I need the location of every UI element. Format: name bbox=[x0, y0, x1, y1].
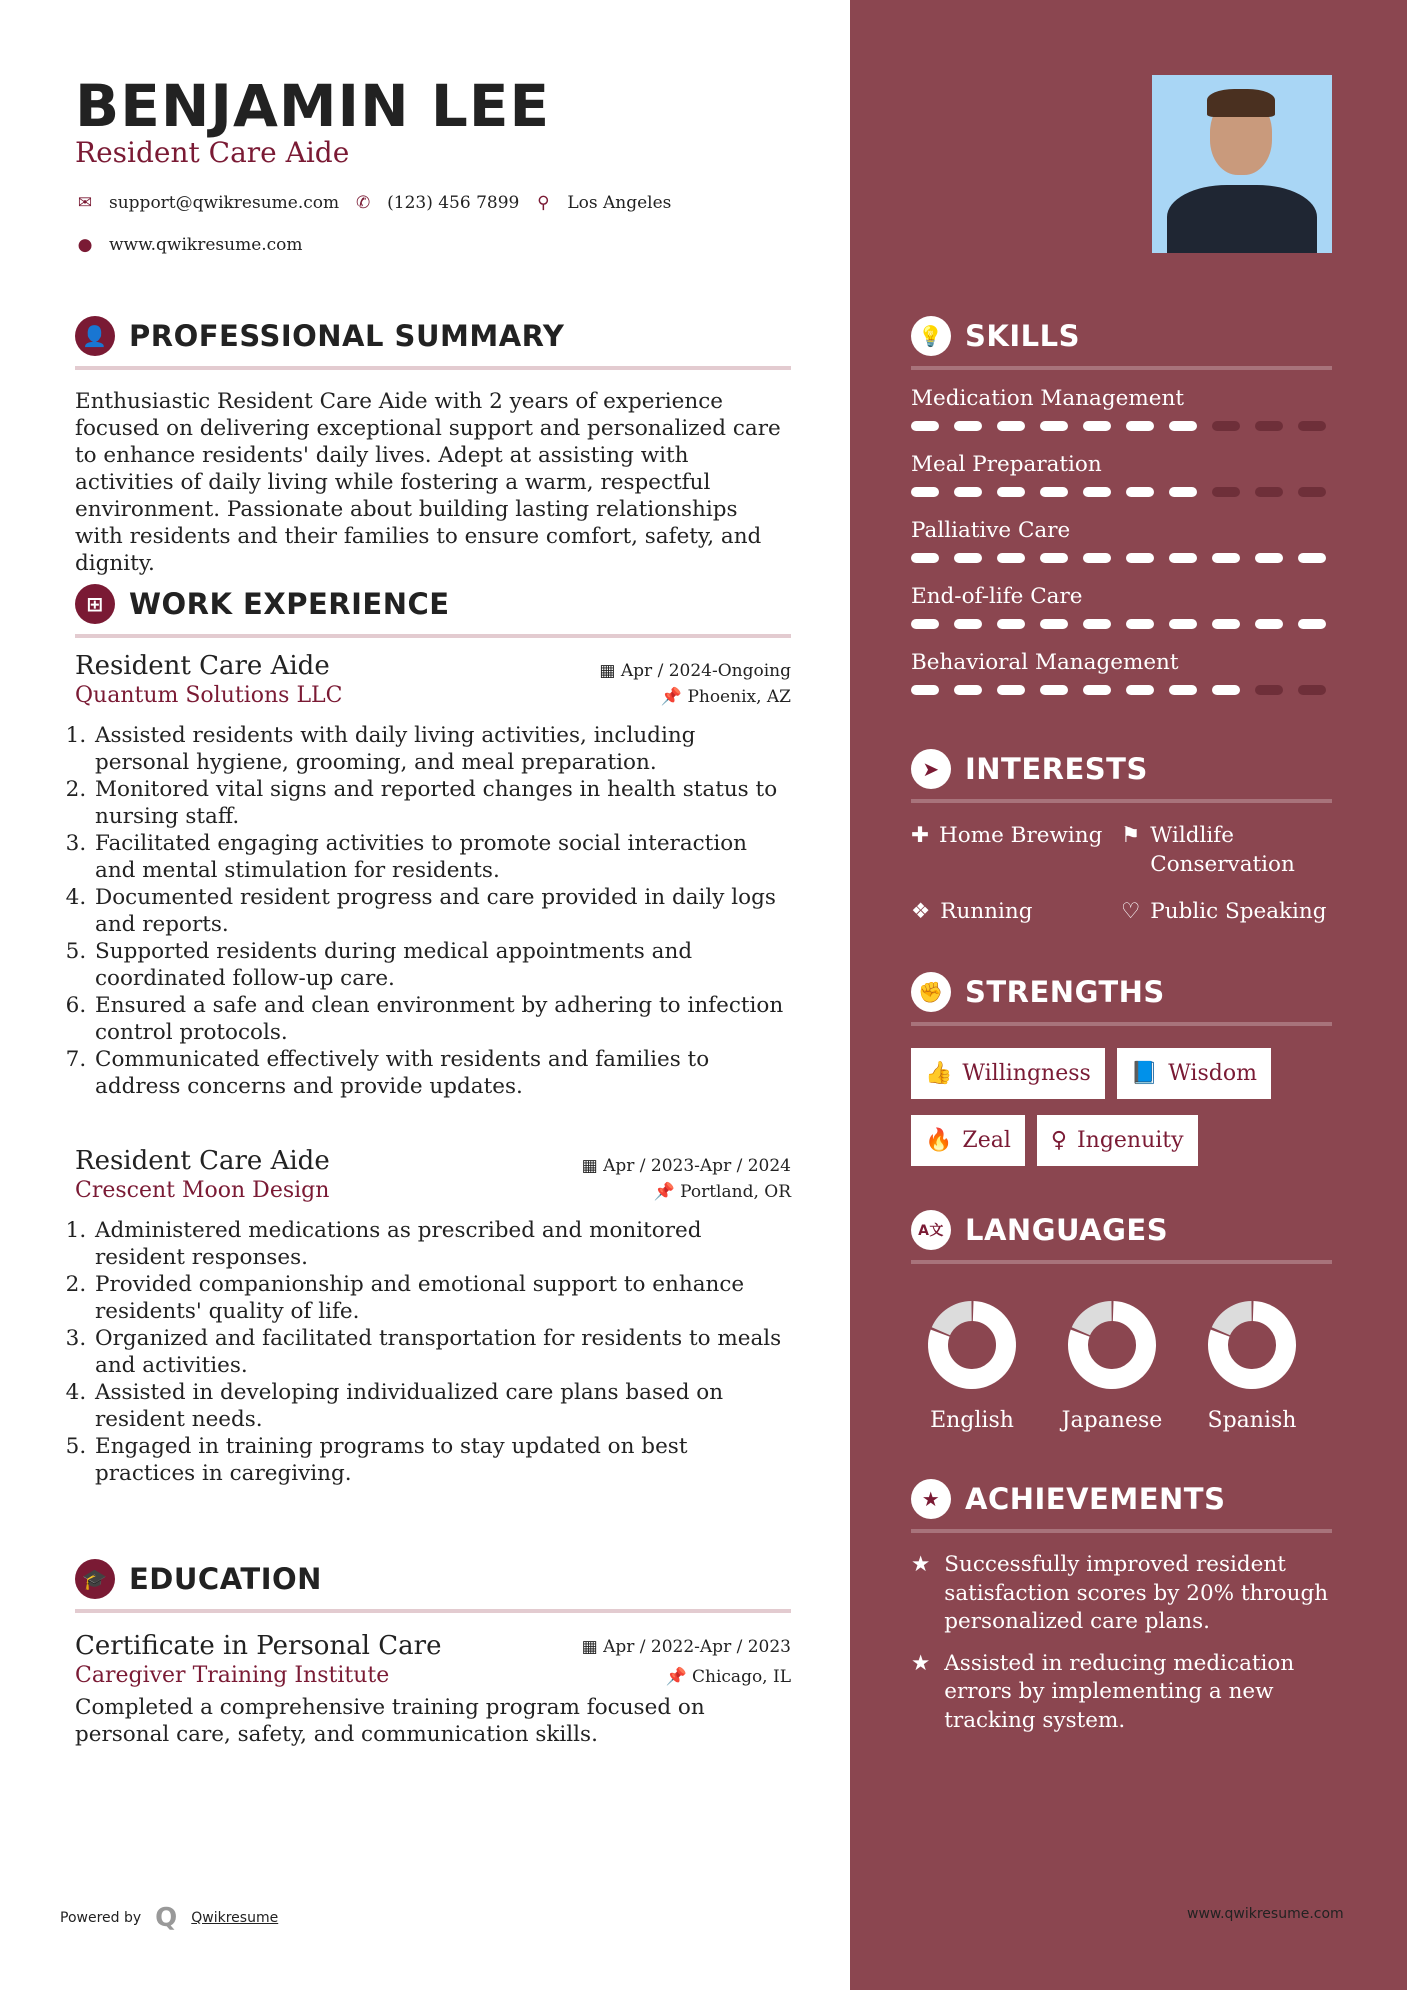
section-heading: WORK EXPERIENCE bbox=[129, 587, 450, 621]
lightbulb-icon: ♀ bbox=[1050, 1128, 1067, 1153]
website-row bbox=[75, 235, 303, 255]
achievement-item bbox=[911, 1551, 1331, 1637]
interest-label: Home Brewing bbox=[939, 823, 1103, 848]
language-label: Spanish bbox=[1207, 1408, 1297, 1433]
skill-dash bbox=[1169, 487, 1197, 497]
skill-dash bbox=[1298, 685, 1326, 695]
strength-pill bbox=[1037, 1115, 1198, 1166]
job-bullet: 2. Provided companionship and emotional support to enhance residents' quality of life. bbox=[93, 1271, 791, 1325]
location-text: Los Angeles bbox=[567, 193, 672, 213]
skill-dash bbox=[1212, 553, 1240, 563]
footer-url[interactable]: www.qwikresume.com bbox=[1187, 1906, 1344, 1922]
candidate-name: BENJAMIN LEE bbox=[75, 72, 551, 140]
interest-item bbox=[1121, 897, 1332, 926]
interest-item bbox=[911, 897, 1121, 926]
skill-dash bbox=[954, 553, 982, 563]
job-bullet: 3. Organized and facilitated transportation for residents to meals and activities. bbox=[93, 1325, 791, 1379]
language-item bbox=[902, 1300, 1042, 1433]
language-donut bbox=[927, 1300, 1017, 1390]
job-bullets bbox=[75, 1217, 791, 1487]
interest-label: Running bbox=[940, 899, 1033, 924]
puzzle-icon: ✚ bbox=[911, 823, 930, 848]
skill-dash bbox=[1083, 619, 1111, 629]
calendar-icon: ▦ bbox=[581, 1637, 604, 1657]
experience-section bbox=[75, 584, 791, 638]
skill-dash bbox=[1040, 487, 1068, 497]
skill-dash bbox=[997, 553, 1025, 563]
job-bullet: 5. Supported residents during medical appointments and coordinated follow-up care. bbox=[93, 938, 791, 992]
strengths-section bbox=[911, 972, 1332, 1166]
job-bullet: 1. Assisted residents with daily living activities, including personal hygiene, grooming, and meal preparation. bbox=[93, 722, 791, 776]
section-heading: LANGUAGES bbox=[965, 1213, 1169, 1247]
job-bullet: 2. Monitored vital signs and reported changes in health status to nursing staff. bbox=[93, 776, 791, 830]
skill-dash bbox=[954, 619, 982, 629]
skill-dash bbox=[1298, 487, 1326, 497]
shooting-star-icon: ★ bbox=[911, 1650, 931, 1676]
job-entry bbox=[75, 651, 791, 1100]
job-dates: Apr / 2024-Ongoing bbox=[620, 661, 791, 681]
skill-dash bbox=[1255, 421, 1283, 431]
job-location: Phoenix, AZ bbox=[687, 687, 791, 707]
fire-icon: 🔥 bbox=[925, 1128, 953, 1153]
interest-label: Wildlife Conservation bbox=[1150, 823, 1295, 877]
skill-dash bbox=[997, 487, 1025, 497]
skill-rating bbox=[911, 421, 1332, 431]
skill-dash bbox=[1083, 553, 1111, 563]
achievement-text: Assisted in reducing medication errors by implementing a new tracking system. bbox=[944, 1650, 1295, 1733]
language-donut bbox=[1207, 1300, 1297, 1390]
divider bbox=[75, 366, 791, 370]
skill-rating bbox=[911, 487, 1332, 497]
achievement-item bbox=[911, 1650, 1331, 1736]
skill-dash bbox=[1212, 487, 1240, 497]
divider bbox=[75, 1609, 791, 1613]
pin-icon: 📌 bbox=[665, 1667, 693, 1687]
job-bullet: 4. Assisted in developing individualized care plans based on resident needs. bbox=[93, 1379, 791, 1433]
skill-dash bbox=[1255, 553, 1283, 563]
edu-dates: Apr / 2022-Apr / 2023 bbox=[603, 1637, 791, 1657]
company-name: Quantum Solutions LLC bbox=[75, 683, 343, 708]
qwikresume-logo-icon: Q bbox=[155, 1903, 178, 1933]
skill-dash bbox=[1040, 619, 1068, 629]
skill-dash bbox=[1126, 553, 1154, 563]
strength-pill bbox=[1117, 1048, 1271, 1099]
skill-dash bbox=[997, 619, 1025, 629]
interest-item bbox=[1121, 821, 1332, 879]
skill-dash bbox=[911, 685, 939, 695]
skill-rating bbox=[911, 553, 1332, 563]
skill-dash bbox=[1040, 553, 1068, 563]
skill-dash bbox=[1169, 553, 1197, 563]
skill-dash bbox=[1126, 421, 1154, 431]
job-bullet: 7. Communicated effectively with residents and families to address concerns and provide updates. bbox=[93, 1046, 791, 1100]
skill-dash bbox=[1083, 421, 1111, 431]
skills-section bbox=[911, 316, 1332, 716]
strength-pill bbox=[911, 1115, 1025, 1166]
skill-dash bbox=[1126, 619, 1154, 629]
lightbulb-icon: 💡 bbox=[911, 316, 951, 356]
skill-rating bbox=[911, 619, 1332, 629]
skill-label: End-of-life Care bbox=[911, 584, 1083, 609]
language-donut bbox=[1067, 1300, 1157, 1390]
skill-label: Palliative Care bbox=[911, 518, 1071, 543]
skill-dash bbox=[1212, 685, 1240, 695]
skill-dash bbox=[911, 421, 939, 431]
interest-item bbox=[911, 821, 1121, 879]
skill-dash bbox=[1255, 487, 1283, 497]
skill-dash bbox=[1169, 421, 1197, 431]
skill-dash bbox=[1083, 487, 1111, 497]
strength-label: Willingness bbox=[962, 1061, 1091, 1086]
skill-dash bbox=[1298, 553, 1326, 563]
strength-label: Wisdom bbox=[1168, 1061, 1257, 1086]
language-label: Japanese bbox=[1061, 1408, 1163, 1433]
skill-dash bbox=[1298, 619, 1326, 629]
skill-dash bbox=[1126, 487, 1154, 497]
interest-label: Public Speaking bbox=[1150, 899, 1327, 924]
achievement-text: Successfully improved resident satisfaction scores by 20% through personalized care plans. bbox=[944, 1552, 1329, 1634]
translate-icon: A文 bbox=[911, 1210, 951, 1250]
calendar-icon: ▦ bbox=[599, 661, 621, 681]
shooting-star-icon: ★ bbox=[911, 1552, 931, 1577]
skill-item bbox=[911, 650, 1332, 716]
skill-dash bbox=[1169, 619, 1197, 629]
job-entry bbox=[75, 1146, 791, 1487]
divider bbox=[911, 1260, 1332, 1264]
website-link[interactable]: www.qwikresume.com bbox=[109, 235, 303, 255]
user-icon: 👤 bbox=[75, 316, 115, 356]
skill-dash bbox=[1212, 619, 1240, 629]
language-item bbox=[1042, 1300, 1182, 1433]
powered-by-label: Powered by bbox=[60, 1910, 142, 1926]
skill-item bbox=[911, 584, 1332, 650]
skill-dash bbox=[954, 421, 982, 431]
interests-section bbox=[911, 749, 1332, 926]
profile-photo bbox=[1152, 75, 1332, 253]
achievements-section bbox=[911, 1479, 1332, 1735]
pin-icon: 📌 bbox=[653, 1182, 681, 1202]
contact-row bbox=[75, 193, 671, 213]
brand-link[interactable]: Qwikresume bbox=[191, 1910, 279, 1926]
paper-plane-icon: ➤ bbox=[911, 749, 951, 789]
strength-pill bbox=[911, 1048, 1105, 1099]
map-pin-icon: ⚲ bbox=[537, 193, 550, 213]
job-bullet: 6. Ensured a safe and clean environment by adhering to infection control protocols. bbox=[93, 992, 791, 1046]
job-bullet: 5. Engaged in training programs to stay updated on best practices in caregiving. bbox=[93, 1433, 791, 1487]
degree-title: Certificate in Personal Care bbox=[75, 1631, 442, 1661]
skill-label: Medication Management bbox=[911, 386, 1184, 411]
summary-text: Enthusiastic Resident Care Aide with 2 years of experience focused on delivering exceptional support and personalized care to enhance residents' daily lives. Adept at assisting with activities of daily living while fostering a warm, respectful environment. Passionate about building lasting relationships with residents and their families to ensure comfort, safety, and dignity. bbox=[75, 389, 781, 576]
skill-dash bbox=[997, 421, 1025, 431]
skill-dash bbox=[1169, 685, 1197, 695]
skill-label: Behavioral Management bbox=[911, 650, 1179, 675]
skill-label: Meal Preparation bbox=[911, 452, 1102, 477]
skill-item bbox=[911, 518, 1332, 584]
skill-dash bbox=[954, 685, 982, 695]
skill-dash bbox=[1255, 619, 1283, 629]
divider bbox=[911, 1529, 1332, 1533]
powered-by bbox=[60, 1903, 278, 1933]
divider bbox=[75, 634, 791, 638]
email-link[interactable]: support@qwikresume.com bbox=[109, 193, 340, 213]
language-item bbox=[1182, 1300, 1322, 1433]
skill-dash bbox=[1126, 685, 1154, 695]
skill-dash bbox=[1298, 421, 1326, 431]
job-bullet: 4. Documented resident progress and care provided in daily logs and reports. bbox=[93, 884, 791, 938]
job-bullet: 3. Facilitated engaging activities to promote social interaction and mental stimulation for residents. bbox=[93, 830, 791, 884]
skill-rating bbox=[911, 685, 1332, 695]
section-heading: SKILLS bbox=[965, 319, 1080, 353]
phone-icon: ✆ bbox=[356, 193, 371, 213]
skill-item bbox=[911, 452, 1332, 518]
skill-dash bbox=[911, 553, 939, 563]
section-heading: PROFESSIONAL SUMMARY bbox=[129, 319, 565, 353]
candidate-title: Resident Care Aide bbox=[75, 136, 350, 169]
job-bullet: 1. Administered medications as prescribed and monitored resident responses. bbox=[93, 1217, 791, 1271]
skill-dash bbox=[1212, 421, 1240, 431]
thumbs-up-icon: 👍 bbox=[925, 1061, 953, 1086]
graduation-icon: 🎓 bbox=[75, 1559, 115, 1599]
job-dates: Apr / 2023-Apr / 2024 bbox=[603, 1156, 791, 1176]
strength-label: Ingenuity bbox=[1076, 1128, 1184, 1153]
skill-dash bbox=[1040, 685, 1068, 695]
skill-dash bbox=[1083, 685, 1111, 695]
language-label: English bbox=[930, 1408, 1014, 1433]
book-icon: 📘 bbox=[1130, 1061, 1159, 1086]
strength-label: Zeal bbox=[962, 1128, 1011, 1153]
chair-icon: ⊞ bbox=[75, 584, 115, 624]
calendar-icon: ▦ bbox=[581, 1156, 604, 1176]
job-location: Portland, OR bbox=[680, 1182, 791, 1202]
phone-text: (123) 456 7899 bbox=[387, 193, 520, 213]
paw-icon: ❖ bbox=[911, 899, 931, 924]
divider bbox=[911, 1022, 1332, 1026]
education-section bbox=[75, 1559, 791, 1748]
heartbeat-icon: ♡ bbox=[1121, 899, 1141, 924]
fist-icon: ✊ bbox=[911, 972, 951, 1012]
skill-dash bbox=[1255, 685, 1283, 695]
section-heading: ACHIEVEMENTS bbox=[965, 1482, 1226, 1516]
section-heading: EDUCATION bbox=[129, 1562, 322, 1596]
skill-dash bbox=[997, 685, 1025, 695]
job-bullets bbox=[75, 722, 791, 1100]
school-name: Caregiver Training Institute bbox=[75, 1663, 390, 1688]
section-heading: INTERESTS bbox=[965, 752, 1148, 786]
company-name: Crescent Moon Design bbox=[75, 1178, 330, 1203]
job-title: Resident Care Aide bbox=[75, 1146, 330, 1176]
divider bbox=[911, 366, 1332, 370]
skill-dash bbox=[1040, 421, 1068, 431]
pin-icon: 📌 bbox=[660, 687, 688, 707]
skill-dash bbox=[954, 487, 982, 497]
job-title: Resident Care Aide bbox=[75, 651, 330, 681]
globe-icon: ● bbox=[77, 235, 93, 255]
divider bbox=[911, 799, 1332, 803]
star-badge-icon: ★ bbox=[911, 1479, 951, 1519]
section-heading: STRENGTHS bbox=[965, 975, 1165, 1009]
envelope-icon: ✉ bbox=[77, 193, 93, 213]
skill-item bbox=[911, 386, 1332, 452]
languages-section bbox=[911, 1210, 1332, 1433]
skill-dash bbox=[911, 619, 939, 629]
skill-dash bbox=[911, 487, 939, 497]
summary-section bbox=[75, 316, 791, 577]
edu-location: Chicago, IL bbox=[692, 1667, 791, 1687]
edu-description: Completed a comprehensive training program focused on personal care, safety, and communication skills. bbox=[75, 1695, 705, 1747]
flag-icon: ⚑ bbox=[1121, 823, 1141, 848]
